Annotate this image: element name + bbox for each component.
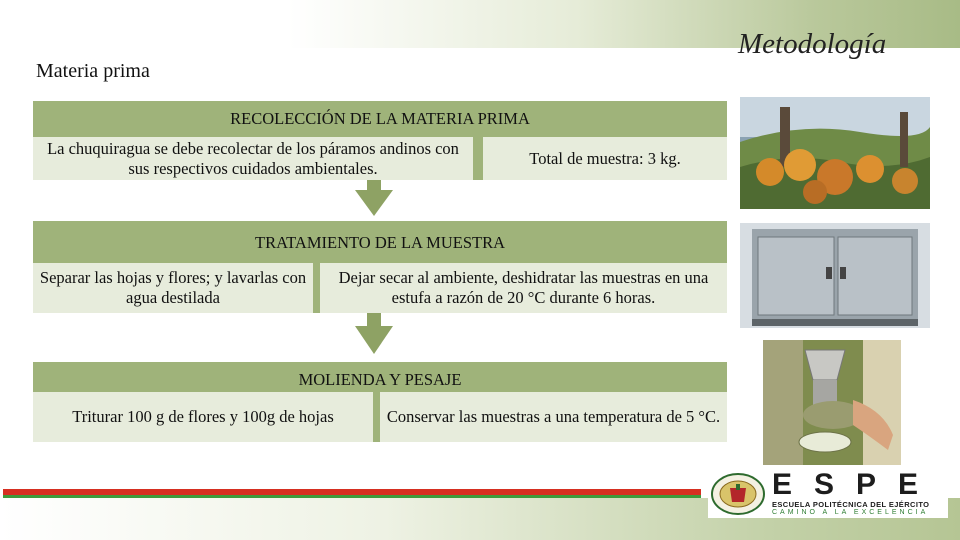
arrow-down-icon	[367, 180, 381, 190]
step-1-left-cell: La chuquiragua se debe recolectar de los páramos andinos con sus respectivos cuidados ambientales.	[33, 137, 473, 180]
espe-logo-line2: CAMINO A LA EXCELENCIA	[772, 509, 929, 516]
espe-crest-icon	[710, 472, 766, 516]
step-3-left-cell: Triturar 100 g de flores y 100g de hojas	[33, 392, 373, 442]
espe-logo-line1: ESCUELA POLITÉCNICA DEL EJÉRCITO	[772, 500, 930, 509]
green-divider-line	[3, 495, 701, 498]
step-2-right-cell: Dejar secar al ambiente, deshidratar las muestras en una estufa a razón de 20 °C durante 6 horas.	[320, 263, 727, 313]
arrow-down-icon	[355, 326, 393, 354]
grinder-photo	[763, 340, 901, 465]
arrow-down-icon	[355, 190, 393, 216]
step-1-heading: RECOLECCIÓN DE LA MATERIA PRIMA	[230, 109, 530, 128]
step-2-heading: TRATAMIENTO DE LA MUESTRA	[255, 233, 505, 252]
step-1-right-cell: Total de muestra: 3 kg.	[483, 137, 727, 180]
slide-subtitle: Materia prima	[36, 60, 150, 82]
espe-logo-letters: ESPE	[772, 468, 941, 501]
drying-oven-photo	[740, 223, 930, 328]
slide-title: Metodología	[738, 28, 887, 60]
arrow-down-icon	[367, 313, 381, 326]
step-3-heading: MOLIENDA Y PESAJE	[298, 370, 462, 389]
step-2-left-cell: Separar las hojas y flores; y lavarlas con agua destilada	[33, 263, 313, 313]
paramo-plant-photo	[740, 97, 930, 209]
step-3-right-cell: Conservar las muestras a una temperatura de 5 °C.	[380, 392, 727, 442]
